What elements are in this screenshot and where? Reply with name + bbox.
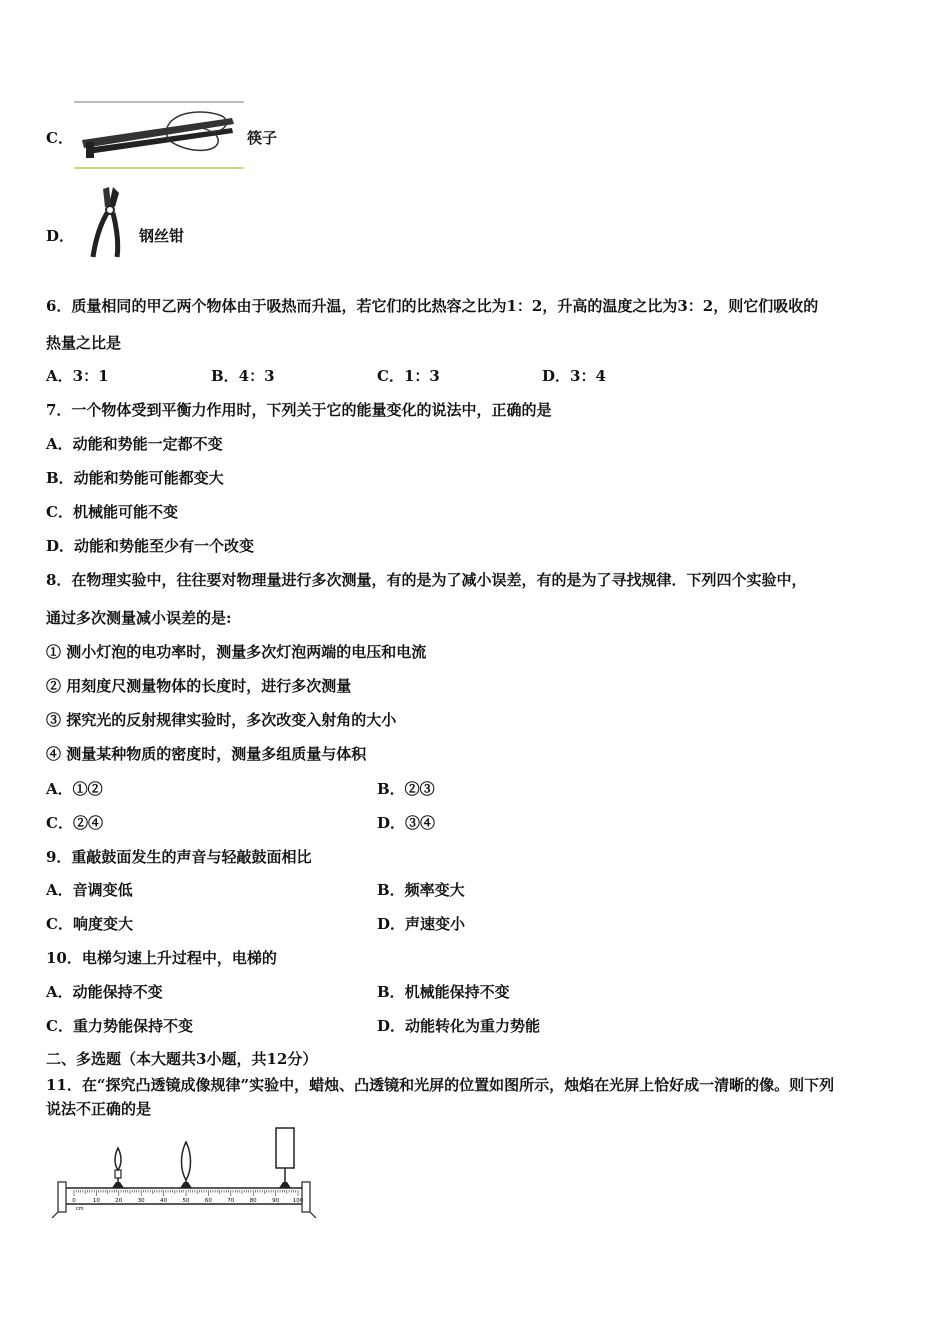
ruler-unit: cm [76,1206,84,1212]
q10-option-a: A．动能保持不变 [46,983,163,1001]
q10-option-d: D．动能转化为重力势能 [377,1017,541,1035]
q6-stem-line2: 热量之比是 [46,334,122,352]
ruler-tick-label: 90 [272,1198,280,1204]
q7-option-c: C．机械能可能不变 [46,503,178,521]
q8-stem-line1: 8．在物理实验中，往往要对物理量进行多次测量，有的是为了减小误差，有的是为了寻找规律．下列四个实验中， [46,571,807,589]
option-c-label: 筷子 [247,129,278,147]
q6-option-c: C．1：3 [377,367,440,385]
q8-option-a: A．①② [46,780,103,798]
q8-statement-4: ④ 测量某种物质的密度时，测量多组质量与体积 [46,745,367,763]
q7-option-d: D．动能和势能至少有一个改变 [46,537,255,555]
ruler-tick-label: 80 [249,1198,257,1204]
q8-option-b: B．②③ [377,780,435,798]
pliers-image [85,183,133,261]
q6-stem-line1: 6．质量相同的甲乙两个物体由于吸热而升温，若它们的比热容之比为1：2，升高的温度之比为3：2，则它们吸收的 [46,297,819,315]
section-heading: 二、多选题（本大题共3小题，共12分） [46,1050,318,1068]
ruler-tick-label: 10 [92,1198,100,1204]
option-d-letter: D． [46,227,75,245]
option-d-label: 钢丝钳 [139,227,185,245]
q7-stem: 7．一个物体受到平衡力作用时，下列关于它的能量变化的说法中，正确的是 [46,401,552,419]
q6-option-d: D．3：4 [542,367,606,385]
candle [112,1148,124,1188]
q7-option-a: A．动能和势能一定都不变 [46,435,223,453]
ruler-tick-label: 0 [72,1198,76,1204]
ruler-tick-label: 70 [227,1198,235,1204]
chopsticks-image [72,98,248,172]
ruler-tick-label: 30 [137,1198,145,1204]
option-c-letter: C． [46,129,73,147]
optical-bench-image [48,1120,348,1218]
q8-stem-line2: 通过多次测量减小误差的是: [46,609,232,627]
convex-lens [180,1142,192,1188]
q9-option-a: A．音调变低 [46,881,133,899]
q8-option-c: C．②④ [46,814,103,832]
ruler-tick-label: 100 [292,1198,304,1204]
q9-option-c: C．响度变大 [46,915,133,933]
q8-statement-2: ② 用刻度尺测量物体的长度时，进行多次测量 [46,677,352,695]
q11-stem-line2: 说法不正确的是 [46,1100,152,1118]
q10-option-c: C．重力势能保持不变 [46,1017,193,1035]
q8-statement-1: ① 测小灯泡的电功率时，测量多次灯泡两端的电压和电流 [46,643,427,661]
ruler-tick-label: 60 [204,1198,212,1204]
ruler-tick-label: 40 [160,1198,168,1204]
ruler-tick-label: 20 [115,1198,123,1204]
q7-option-b: B．动能和势能可能都变大 [46,469,224,487]
q8-option-d: D．③④ [377,814,436,832]
q8-statement-3: ③ 探究光的反射规律实验时，多次改变入射角的大小 [46,711,397,729]
q9-stem: 9．重敲鼓面发生的声音与轻敲鼓面相比 [46,848,312,866]
ruler-tick-label: 50 [182,1198,190,1204]
q6-option-a: A．3：1 [46,367,109,385]
q10-option-b: B．机械能保持不变 [377,983,510,1001]
q6-option-b: B．4：3 [211,367,275,385]
light-screen [276,1128,294,1188]
q9-option-d: D．声速变小 [377,915,466,933]
q9-option-b: B．频率变大 [377,881,465,899]
q11-stem-line1: 11．在“探究凸透镜成像规律”实验中，蜡烛、凸透镜和光屏的位置如图所示，烛焰在光屏上恰好成一清晰的像。则下列 [46,1076,835,1094]
q10-stem: 10．电梯匀速上升过程中，电梯的 [46,949,277,967]
